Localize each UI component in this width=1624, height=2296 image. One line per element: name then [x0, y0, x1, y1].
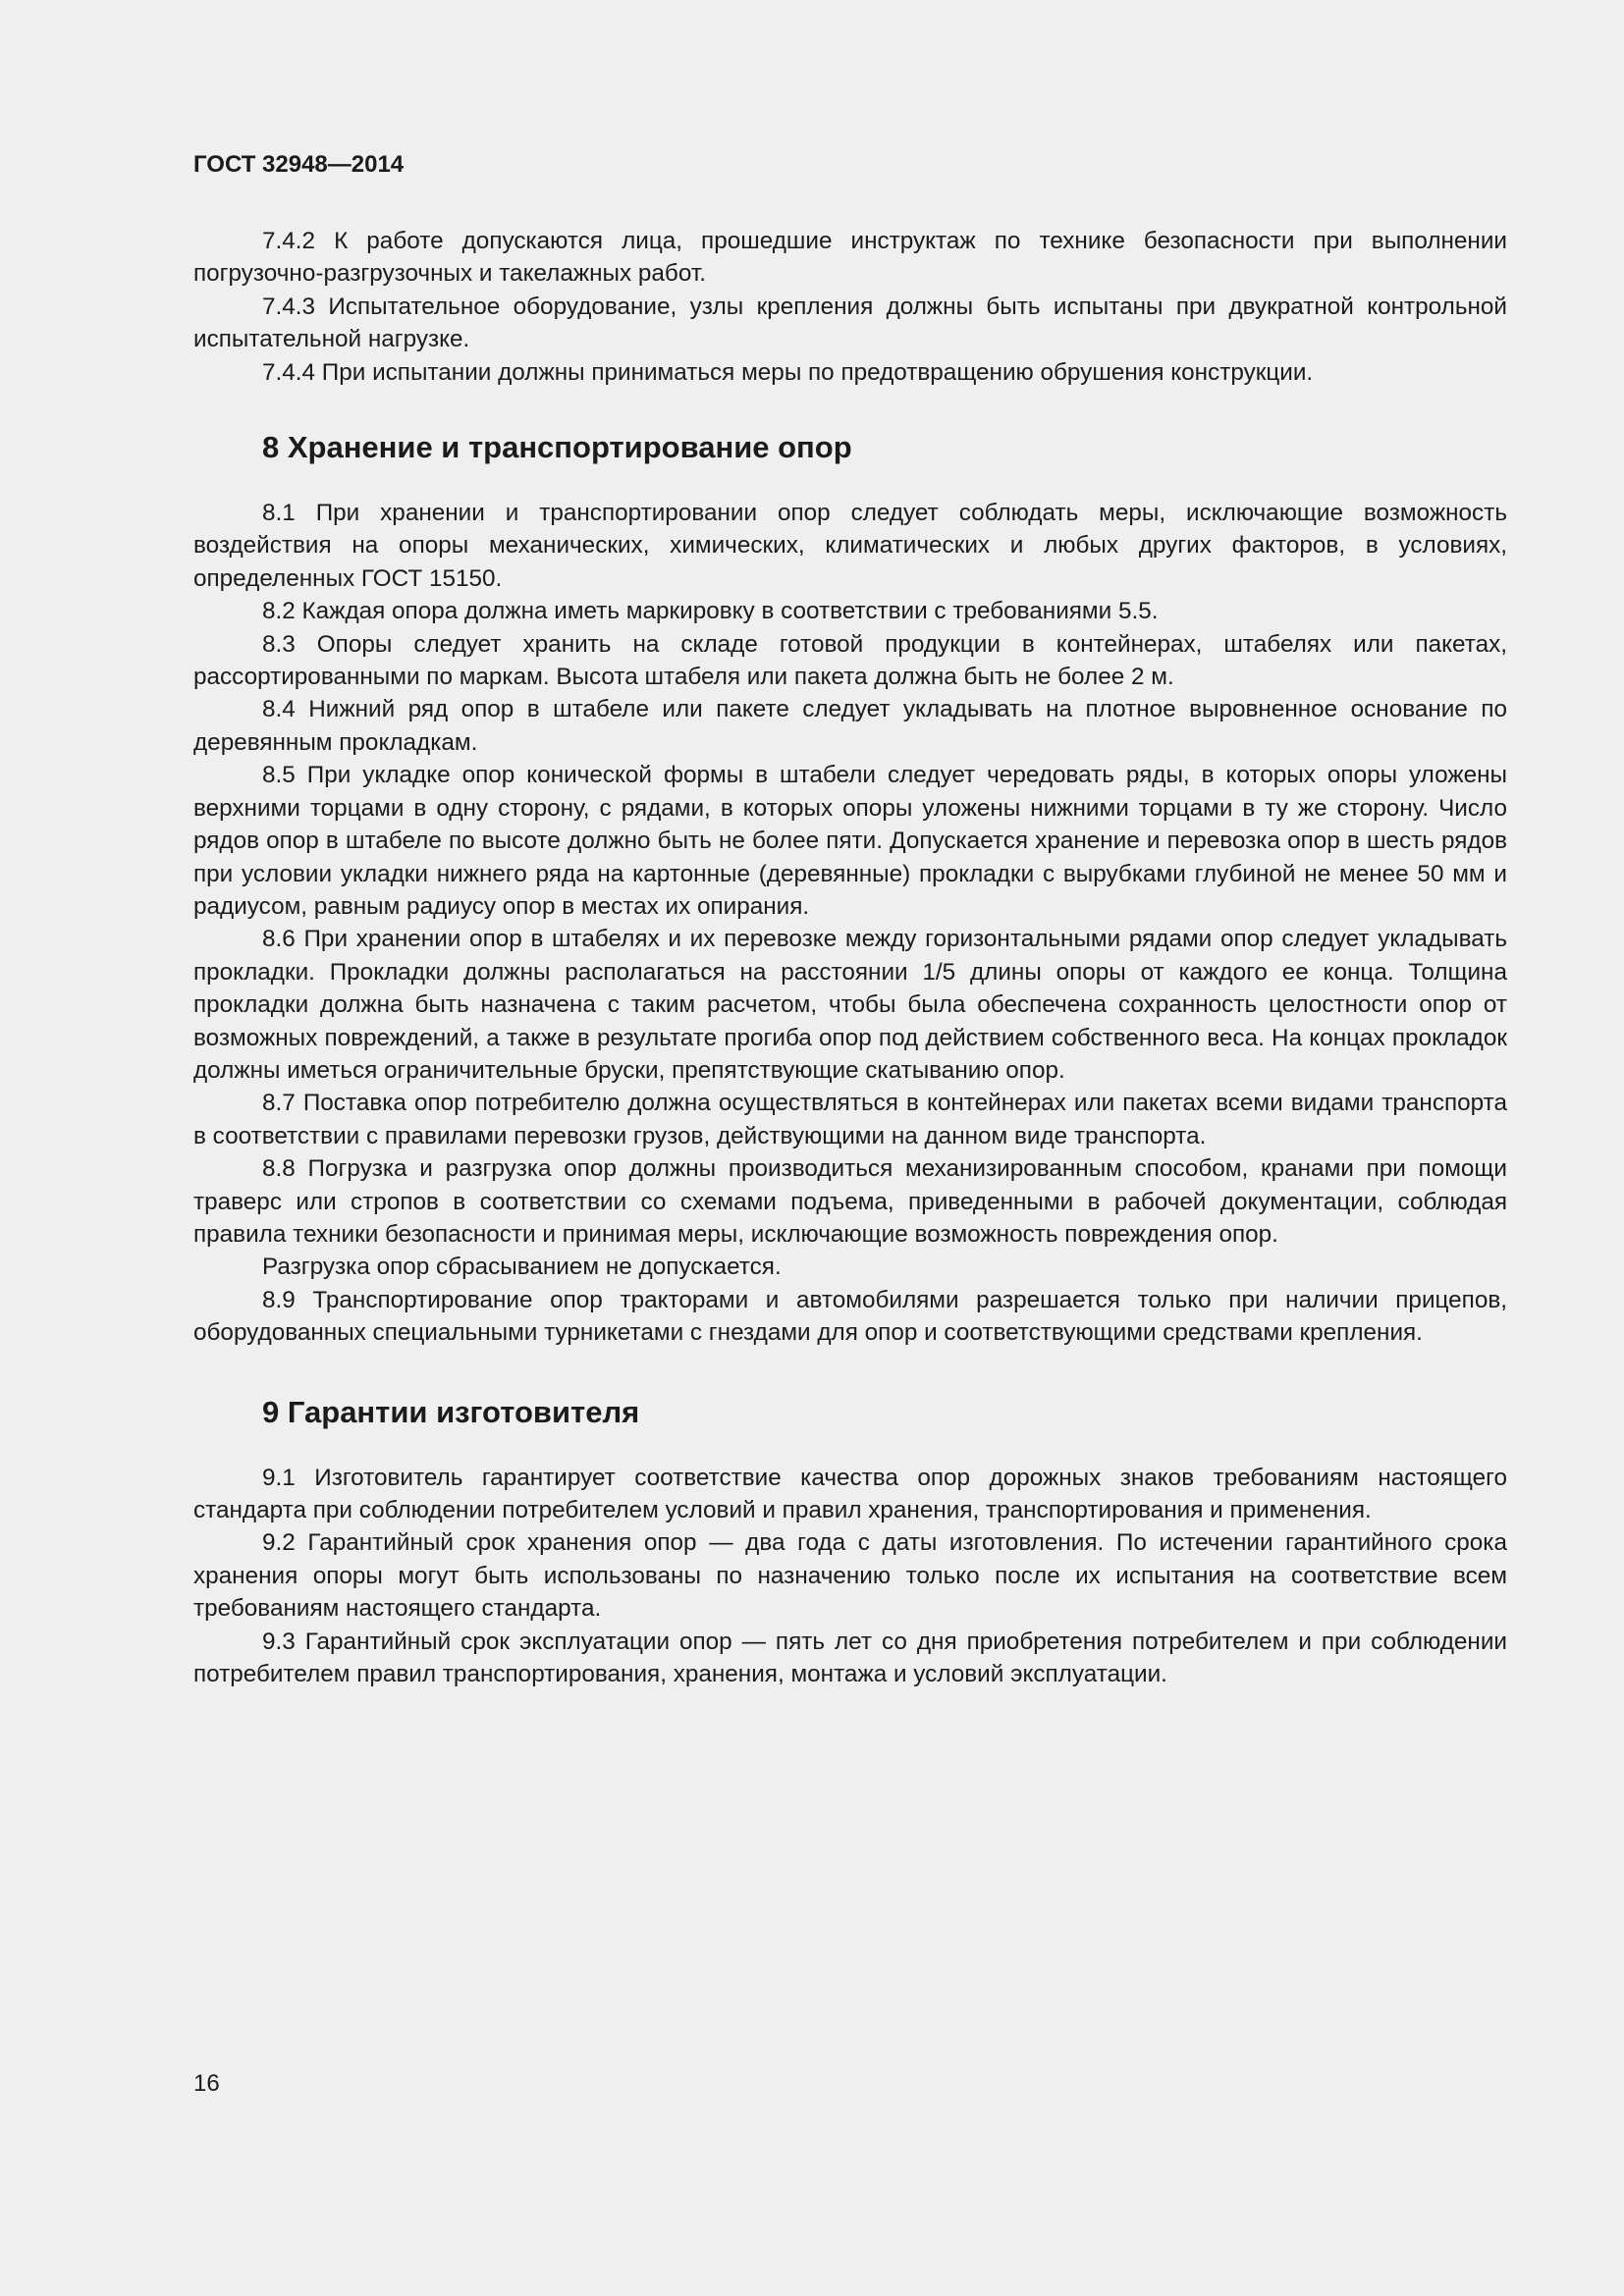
paragraph-9-1: 9.1 Изготовитель гарантирует соответствие качества опор дорожных знаков требованиям настоящего стандарта при соблюдении потребителем условий и правил хранения, транспортирования и применения. [193, 1464, 1507, 1523]
paragraph-8-8: 8.8 Погрузка и разгрузка опор должны производиться механизированным способом, кранами при помощи траверс или стропов в соответствии со схемами подъема, приведенными в рабочей документации, соблюдая правила техники безопасности и принимая меры, исключающие возможность повреждения опор. [193, 1155, 1507, 1248]
section-9-heading: 9 Гарантии изготовителя [262, 1394, 640, 1429]
document-header: ГОСТ 32948—2014 [193, 151, 405, 178]
paragraph-9-2: 9.2 Гарантийный срок хранения опор — два года с даты изготовления. По истечении гарантийного срока хранения опоры могут быть использованы по назначению только после их испытания на соответствие всем требованиям настоящего стандарта. [193, 1529, 1507, 1623]
paragraph-8-7: 8.7 Поставка опор потребителю должна осуществляться в контейнерах или пакетах всеми видами транспорта в соответствии с правилами перевозки грузов, действующими на данном виде транспорта. [193, 1090, 1507, 1149]
paragraph-8-6: 8.6 При хранении опор в штабелях и их перевозке между горизонтальными рядами опор следует укладывать прокладки. Прокладки должны располагаться на расстоянии 1/5 длины опоры от каждого ее конца. Толщина прокладки должна быть назначена с таким расчетом, чтобы была обеспечена сохранность целостности опор от возможных повреждений, а также в результате прогиба опор под действием собственного веса. На концах прокладок должны иметься ограничительные бруски, препятствующие скатыванию опор. [193, 926, 1507, 1084]
section-8-heading: 8 Хранение и транспортирование опор [262, 430, 852, 465]
paragraph-8-1: 8.1 При хранении и транспортировании опор следует соблюдать меры, исключающие возможность воздействия на опоры механических, химических, климатических и любых других факторов, в условиях, определенных ГОСТ 15150. [193, 500, 1507, 592]
paragraph-8-8-unloading: Разгрузка опор сбрасыванием не допускается. [262, 1254, 782, 1281]
page-number: 16 [193, 2070, 220, 2097]
paragraph-8-2: 8.2 Каждая опора должна иметь маркировку в соответствии с требованиями 5.5. [262, 598, 1159, 625]
paragraph-8-4: 8.4 Нижний ряд опор в штабеле или пакете следует укладывать на плотное выровненное основание по деревянным прокладкам. [193, 696, 1507, 756]
paragraph-9-3: 9.3 Гарантийный срок эксплуатации опор — пять лет со дня приобретения потребителем и при соблюдении потребителем правил транспортирования, хранения, монтажа и условий эксплуатации. [193, 1628, 1507, 1688]
document-body [193, 225, 1507, 1690]
paragraph-8-3: 8.3 Опоры следует хранить на складе готовой продукции в контейнерах, штабелях или пакетах, рассортированными по маркам. Высота штабеля или пакета должна быть не более 2 м. [193, 630, 1507, 691]
paragraph-8-9: 8.9 Транспортирование опор тракторами и автомобилями разрешается только при наличии прицепов, оборудованных специальными турникетами с гнездами для опор и соответствующими средствами крепления. [193, 1286, 1507, 1347]
paragraph-7-4-2: 7.4.2 К работе допускаются лица, прошедшие инструктаж по технике безопасности при выполнении погрузочно-разгрузочных и такелажных работ. [193, 228, 1507, 288]
paragraph-7-4-3: 7.4.3 Испытательное оборудование, узлы крепления должны быть испытаны при двукратной контрольной испытательной нагрузке. [193, 293, 1507, 353]
paragraph-8-5: 8.5 При укладке опор конической формы в штабели следует чередовать ряды, в которых опоры уложены верхними торцами в одну сторону, с рядами, в которых опоры уложены нижними торцами в ту же сторону. Число рядов опор в штабеле по высоте должно быть не более пяти. Допускается хранение и перевозка опор в шесть рядов при условии укладки нижнего ряда на картонные (деревянные) прокладки с вырубками глубиной не менее 50 мм и радиусом, равным радиусу опор в местах их опирания. [193, 762, 1507, 920]
paragraph-7-4-4: 7.4.4 При испытании должны приниматься меры по предотвращению обрушения конструкции. [262, 358, 1314, 386]
